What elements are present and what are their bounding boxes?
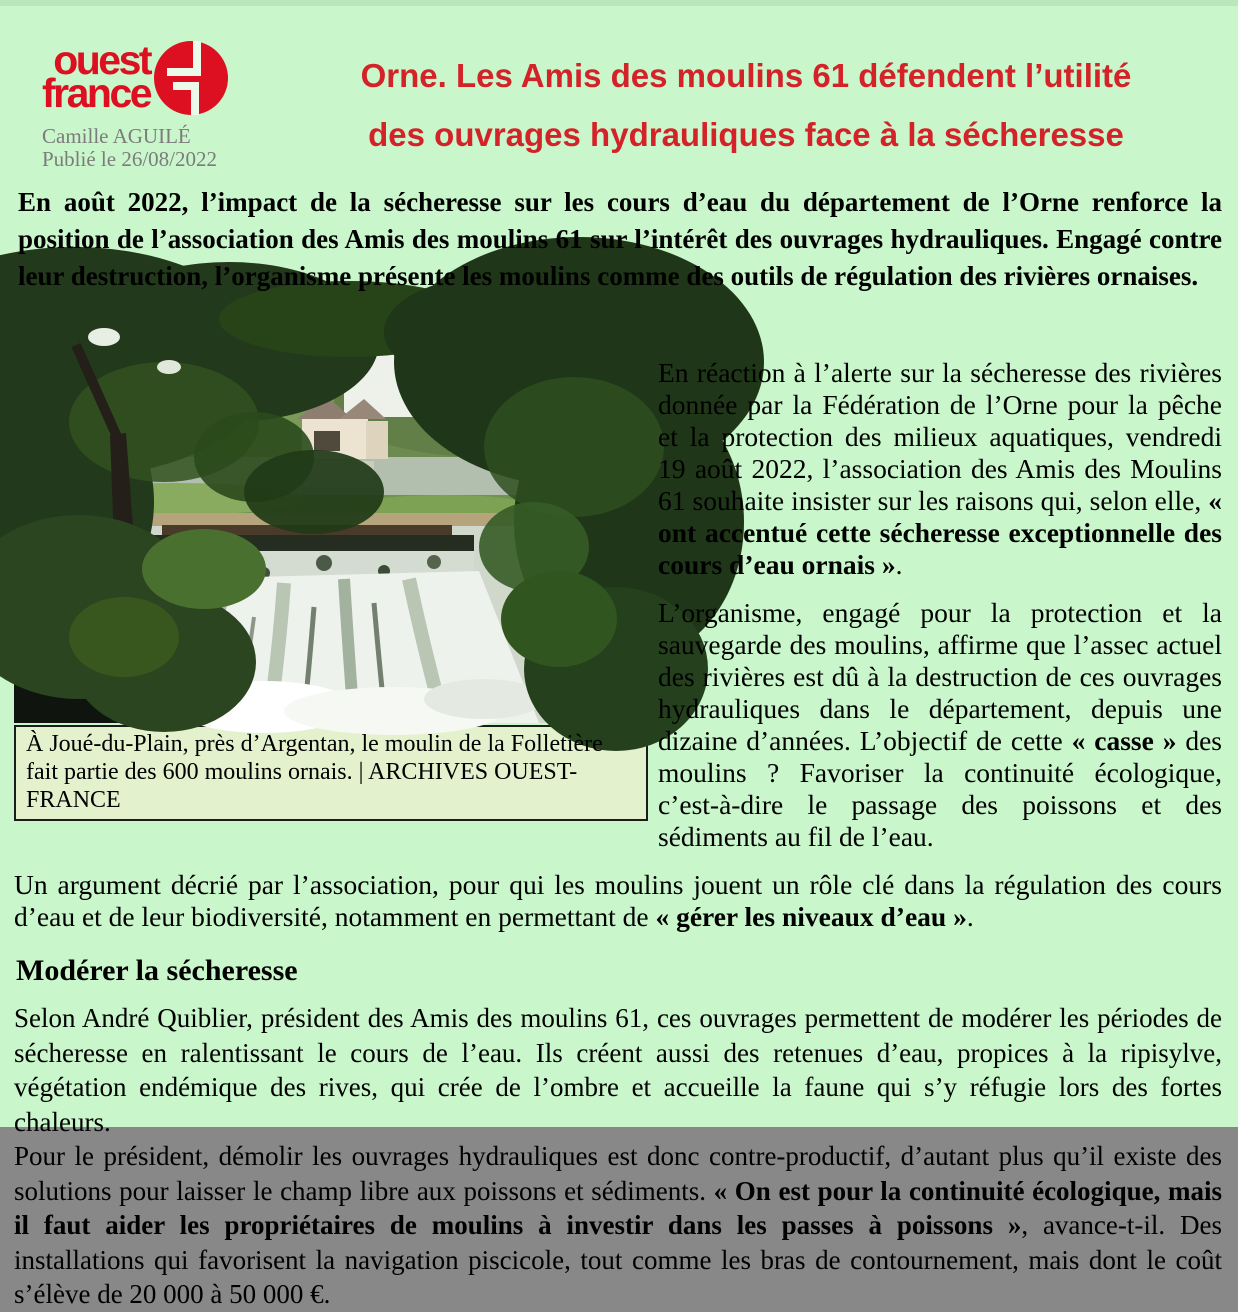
paragraph-2: L’organisme, engagé pour la protection et la sauvegarde des moulins, affirme que l’assec actuel des rivières est dû à la destruction de ces ouvrages hydrauliques dans le département, depuis une dizaine d’années. L’objectif de cette « casse » des moulins ? Favoriser la continuité écologique, c’est-à-dire le passage des poissons et des sédiments au fil de l’eau. <box>658 597 1222 852</box>
article-lede: En août 2022, l’impact de la sécheresse sur les cours d’eau du département de l’Orne renforce la position de l’association des Amis des moulins 61 sur l’intérêt des ouvrages hydrauliques. Engagé contre leur destruction, l’organisme présente les moulins comme des outils de régulation des rivières ornaises. <box>18 187 1222 291</box>
ouest-france-circle-icon <box>153 40 229 116</box>
publish-date: Publié le 26/08/2022 <box>42 147 217 171</box>
logo-wordmark <box>42 32 151 116</box>
article-header <box>0 6 1238 171</box>
mill-weir-photo <box>14 307 648 723</box>
article-body <box>14 307 1222 1312</box>
photo-credit: | ARCHIVES OUEST-FRANCE <box>26 759 578 813</box>
brand-block <box>42 32 294 171</box>
article-title <box>294 46 1198 171</box>
section-heading: Modérer la sécheresse <box>16 954 298 987</box>
paragraph-1: En réaction à l’alerte sur la sécheresse des rivières donnée par la Fédération de l’Orne pour la pêche et la protection des milieux aquatiques, vendredi 19 août 2022, l’association des Amis des Moulins 61 souhaite insister sur les raisons qui, selon elle, « ont accentué cette sécheresse exceptionnelle des cours d’eau ornais ». <box>658 357 1222 580</box>
article-title-line1: Orne. Les Amis des moulins 61 défendent l’utilité <box>360 57 1132 94</box>
paragraph-3: Un argument décrié par l’association, pour qui les moulins jouent un rôle clé dans la régulation des cours d’eau et de leur biodiversité, notamment en permettant de « gérer les niveaux d’eau ». <box>14 869 1222 932</box>
byline-block <box>42 125 294 171</box>
paragraph-4: Selon André Quiblier, président des Amis des moulins 61, ces ouvrages permettent de modérer les périodes de sécheresse en ralentissant le cours de l’eau. Ils créent aussi des retenues d’eau, propices à la ripisylve, végétation endémique des rives, qui crée de l’ombre et accueille la faune qui s’y réfugie lors des fortes chaleurs. <box>14 1003 1222 1137</box>
paragraph-5: Pour le président, démolir les ouvrages hydrauliques est donc contre-productif, d’autant plus qu’il existe des solutions pour laisser le champ libre aux poissons et sédiments. « On est pour la continuité écologique, mais il faut aider les propriétaires de moulins à investir dans les passes à poissons », avance-t-il. Des installations qui favorisent la navigation piscicole, tout comme les bras de contournement, mais dont le coût s’élève de 20 000 à 50 000 €. <box>14 1141 1222 1309</box>
article-figure <box>14 307 648 821</box>
logo-word-ouest: ouest <box>53 37 151 83</box>
photo-caption <box>14 725 648 821</box>
author-name: Camille AGUILÉ <box>42 124 191 148</box>
ouest-france-logo <box>42 32 294 116</box>
logo-word-france: france <box>42 69 151 116</box>
article-title-line2: des ouvrages hydrauliques face à la sécheresse <box>368 116 1124 153</box>
photo-caption-text: À Joué-du-Plain, près d’Argentan, le moulin de la Folletière fait partie des 600 moulins ornais. <box>26 731 603 785</box>
